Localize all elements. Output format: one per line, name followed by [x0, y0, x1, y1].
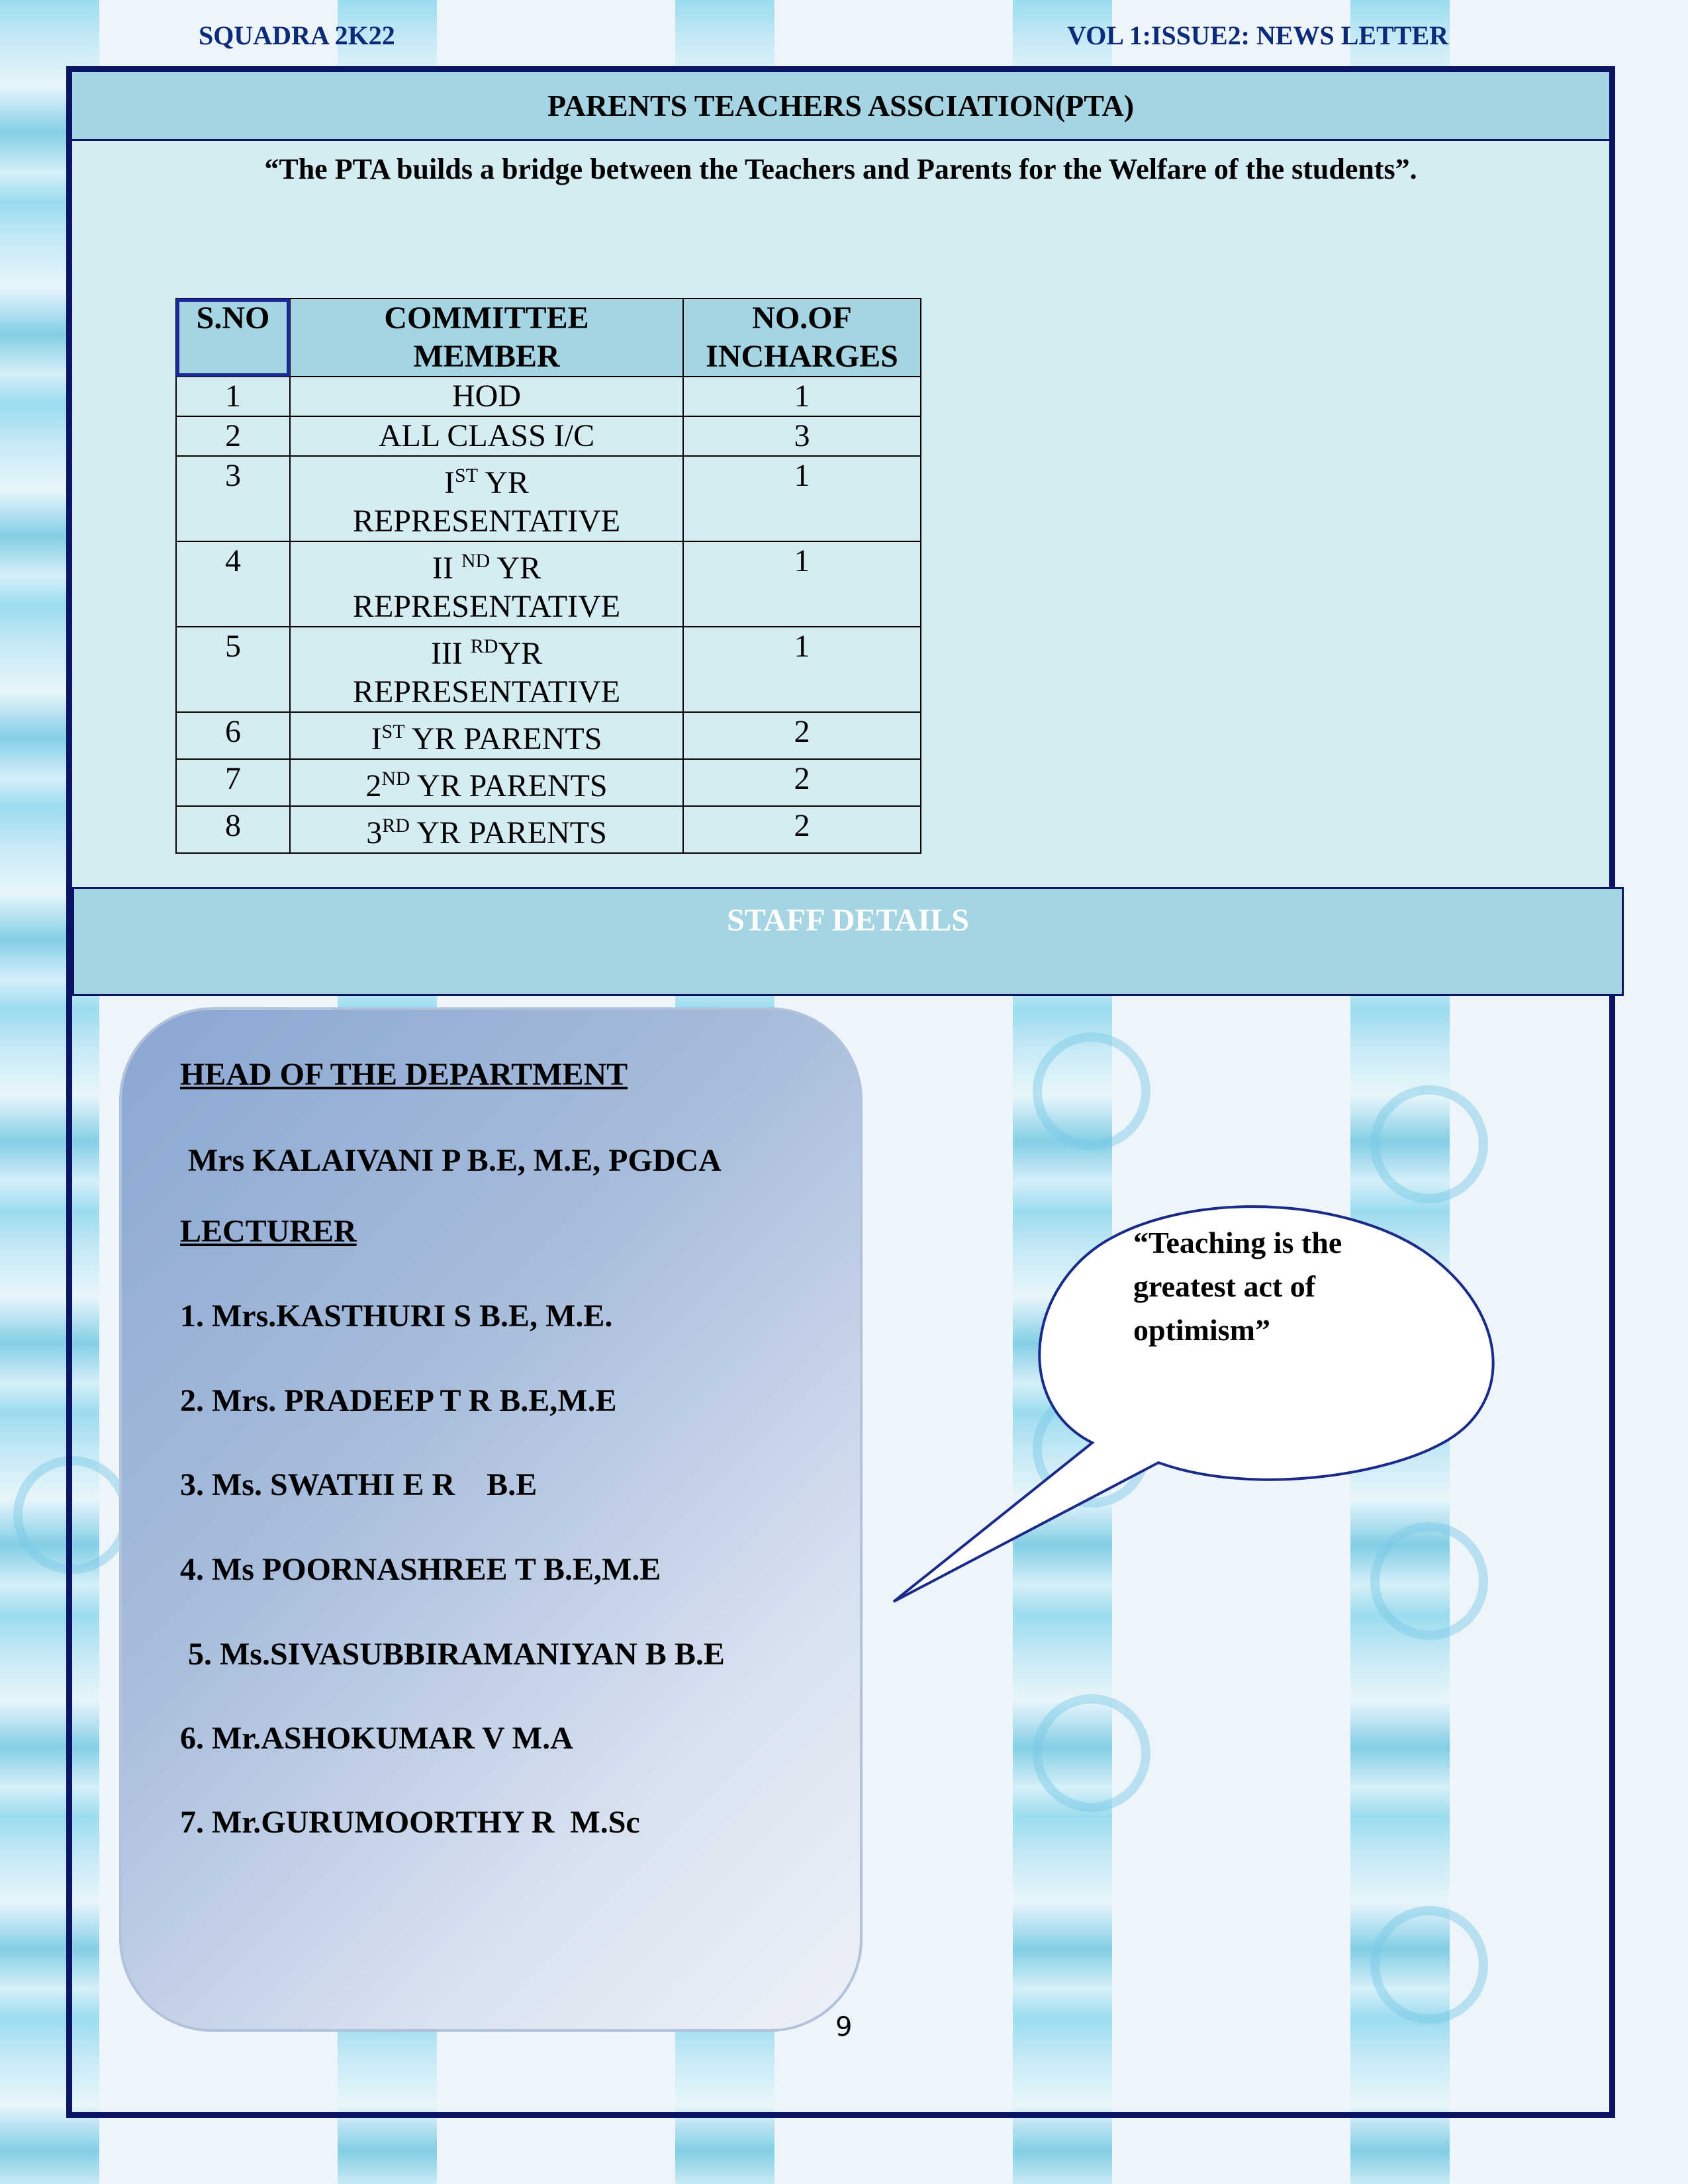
- col-header-sno: S.NO: [176, 298, 290, 377]
- table-row: 2 ALL CLASS I/C 3: [176, 416, 921, 456]
- col-header-incharges: NO.OF INCHARGES: [683, 298, 921, 377]
- table-row: 7 2ND YR PARENTS 2: [176, 759, 921, 806]
- table-row: 6 IST YR PARENTS 2: [176, 712, 921, 759]
- table-row: 8 3RD YR PARENTS 2: [176, 806, 921, 853]
- pta-quote: “The PTA builds a bridge between the Teachers and Parents for the Welfare of the students”.: [264, 153, 1417, 185]
- page-number: 9: [835, 2012, 853, 2042]
- lecturer-item: 7. Mr.GURUMOORTHY R M.Sc: [180, 1805, 640, 1840]
- pta-committee-table: [175, 298, 921, 854]
- newsletter-name: SQUADRA 2K22: [199, 21, 395, 50]
- staff-details-title: STAFF DETAILS: [72, 887, 1624, 996]
- lecturer-item: 6. Mr.ASHOKUMAR V M.A: [180, 1721, 573, 1756]
- hod-name: Mrs KALAIVANI P B.E, M.E, PGDCA: [188, 1143, 722, 1178]
- table-row: 1 HOD 1: [176, 377, 921, 416]
- table-row: 4 II $^{ND}$ YR REPRESENTATIVE 1: [176, 541, 921, 627]
- col-header-member: COMMITTEE MEMBER: [290, 298, 683, 377]
- lecturer-item: 3. Ms. SWATHI E R B.E: [180, 1467, 538, 1502]
- lecturer-item: 4. Ms POORNASHREE T B.E,M.E: [180, 1552, 661, 1587]
- issue-label: VOL 1:ISSUE2: NEWS LETTER: [1067, 21, 1449, 50]
- lecturer-item: 2. Mrs. PRADEEP T R B.E,M.E: [180, 1383, 617, 1418]
- hod-heading: HEAD OF THE DEPARTMENT: [180, 1057, 628, 1092]
- lecturer-heading: LECTURER: [180, 1214, 357, 1249]
- table-row: 5 III $^{RD}$YR REPRESENTATIVE 1: [176, 627, 921, 712]
- lecturer-item: 5. Ms.SIVASUBBIRAMANIYAN B B.E: [180, 1637, 725, 1672]
- pta-title: PARENTS TEACHERS ASSCIATION(PTA): [72, 72, 1609, 141]
- staff-card: [119, 1007, 863, 2032]
- bubble-quote: “Teaching is the greatest act of optimism”: [1133, 1226, 1342, 1347]
- table-row: 3 IST YR REPRESENTATIVE 1: [176, 456, 921, 541]
- lecturer-item: 1. Mrs.KASTHURI S B.E, M.E.: [180, 1298, 613, 1334]
